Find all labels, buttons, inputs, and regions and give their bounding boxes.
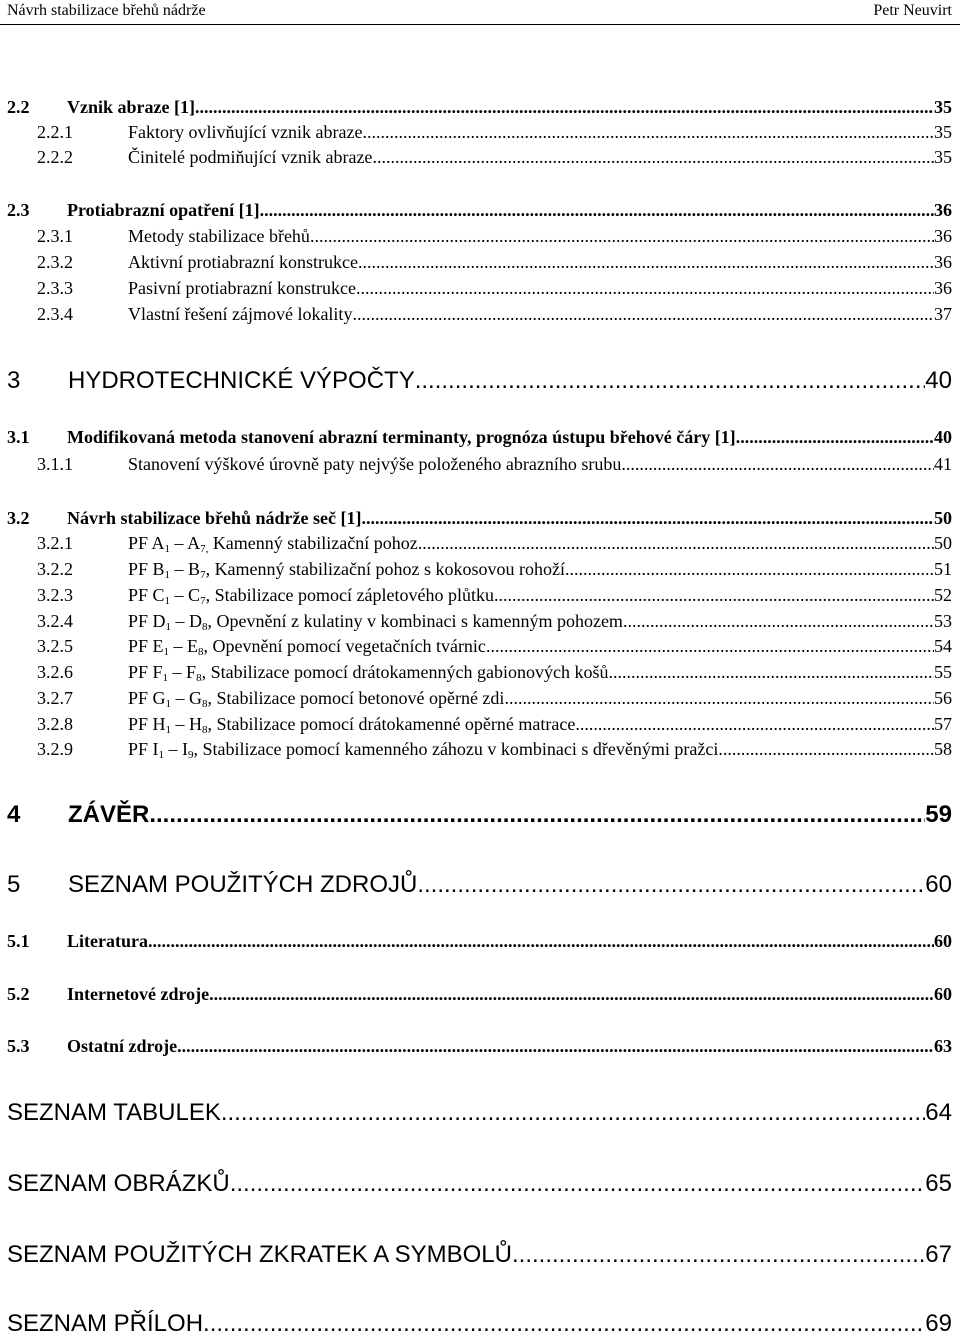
toc-number: 3.2.7 <box>37 688 73 708</box>
toc-title: Vlastní řešení zájmové lokality <box>128 304 353 324</box>
toc-title: Vznik abraze [1] <box>67 97 195 117</box>
toc-entry[interactable] <box>0 367 952 395</box>
toc-leader <box>608 662 934 683</box>
toc-title: PF $G_1 - G_8$, Stabilizace pomocí betonové opěrné zdi <box>128 688 505 710</box>
toc-number: 3.2.4 <box>37 611 73 631</box>
toc-entry[interactable] <box>0 739 952 760</box>
toc-leader <box>195 97 934 118</box>
toc-page: 53 <box>934 611 952 631</box>
toc-page: 40 <box>934 427 952 447</box>
toc-entry[interactable] <box>0 278 952 299</box>
toc-entry[interactable] <box>0 1099 952 1127</box>
toc-page: 59 <box>925 801 952 828</box>
toc-leader <box>352 304 934 325</box>
toc-leader <box>623 611 934 632</box>
toc-leader <box>209 984 934 1005</box>
toc-page: 55 <box>934 662 952 682</box>
toc-title: SEZNAM OBRÁZKŮ <box>7 1170 230 1197</box>
toc-entry[interactable] <box>0 427 952 448</box>
toc-page: 54 <box>934 636 952 656</box>
toc-title: SEZNAM POUŽITÝCH ZDROJŮ <box>68 871 418 898</box>
toc-leader <box>149 801 925 829</box>
toc-page: 35 <box>934 122 952 142</box>
toc-page: 65 <box>925 1170 952 1197</box>
toc-title: Aktivní protiabrazní konstrukce <box>128 252 358 272</box>
toc-title: PF $H_1 - H_8$, Stabilizace pomocí drátokamenné opěrné matrace <box>128 714 576 736</box>
toc-page: 60 <box>925 871 952 898</box>
toc-page: 52 <box>934 585 952 605</box>
toc-entry[interactable] <box>0 1310 952 1338</box>
toc-leader <box>504 688 934 709</box>
toc-leader <box>310 226 934 247</box>
toc-page: 41 <box>934 454 952 474</box>
toc-leader <box>203 1310 925 1338</box>
toc-page: 36 <box>934 252 952 272</box>
toc-leader <box>356 278 934 299</box>
toc-leader <box>358 252 934 273</box>
toc-leader <box>372 147 934 168</box>
toc-number: 3.2.6 <box>37 662 73 682</box>
toc-page: 36 <box>934 278 952 298</box>
toc-number: 5 <box>7 871 21 898</box>
toc-title: Metody stabilizace břehů <box>128 226 310 246</box>
toc-number: 3.2.1 <box>37 533 73 553</box>
toc-leader <box>362 122 934 143</box>
toc-leader <box>736 427 934 448</box>
toc-title: Protiabrazní opatření [1] <box>67 200 260 220</box>
toc-entry[interactable] <box>0 1036 952 1057</box>
toc-page: 56 <box>934 688 952 708</box>
header-author: Petr Neuvirt <box>873 2 952 19</box>
toc-entry[interactable] <box>0 871 952 899</box>
toc-entry[interactable] <box>0 97 952 118</box>
toc-number: 2.2.1 <box>37 122 73 142</box>
toc-title: PF $I_1 - I_9$, Stabilizace pomocí kamenného záhozu v kombinaci s dřevěnými pražci <box>128 739 719 761</box>
toc-page: 51 <box>934 559 952 579</box>
header-title: Návrh stabilizace břehů nádrže <box>7 2 206 19</box>
toc-entry[interactable] <box>0 252 952 273</box>
toc-leader <box>260 200 934 221</box>
toc-leader <box>621 454 934 475</box>
toc-title: PF $C_1 - C_7$, Stabilizace pomocí zápletového plůtku <box>128 585 494 607</box>
toc-number: 3.2.9 <box>37 739 73 759</box>
toc-title: Faktory ovlivňující vznik abraze <box>128 122 363 142</box>
toc-page: 36 <box>934 200 952 220</box>
toc-page: 69 <box>925 1310 952 1337</box>
page-header <box>0 0 960 25</box>
toc-leader <box>718 739 934 760</box>
toc-title: Literatura <box>67 931 148 951</box>
toc-title: PF $D_1 - D_8$, Opevnění z kulatiny v kombinaci s kamenným pohozem <box>128 611 623 633</box>
toc-title: PF $B_1 - B_7$, Kamenný stabilizační pohoz s kokosovou rohoží <box>128 559 565 581</box>
toc-number: 3.2 <box>7 508 30 528</box>
toc-title: Činitelé podmiňující vznik abraze <box>128 147 373 167</box>
toc-page: 50 <box>934 508 952 528</box>
toc-number: 2.2 <box>7 97 30 117</box>
toc-page: 36 <box>934 226 952 246</box>
toc-page: 60 <box>934 984 952 1004</box>
toc-title: Návrh stabilizace břehů nádrže seč [1] <box>67 508 362 528</box>
toc-entry[interactable] <box>0 533 952 554</box>
toc-number: 2.3.4 <box>37 304 73 324</box>
toc-title: Stanovení výškové úrovně paty nejvýše položeného abrazního srubu <box>128 454 622 474</box>
toc-leader <box>575 714 934 735</box>
toc-number: 3.2.3 <box>37 585 73 605</box>
toc-page: 40 <box>925 367 952 394</box>
toc-number: 3.2.5 <box>37 636 73 656</box>
toc-entry[interactable] <box>0 122 952 143</box>
toc-page: 35 <box>934 97 952 117</box>
toc-page: 58 <box>934 739 952 759</box>
toc-number: 3.1 <box>7 427 30 447</box>
toc-entry[interactable] <box>0 688 952 709</box>
toc-number: 5.2 <box>7 984 30 1004</box>
toc-entry[interactable] <box>0 454 952 475</box>
toc-leader <box>494 585 934 606</box>
toc-page: 35 <box>934 147 952 167</box>
toc-entry[interactable] <box>0 200 952 221</box>
toc-entry[interactable] <box>0 304 952 325</box>
toc-title: SEZNAM POUŽITÝCH ZKRATEK A SYMBOLŮ <box>7 1241 512 1268</box>
toc-page: 67 <box>925 1241 952 1268</box>
toc-title: SEZNAM TABULEK <box>7 1099 221 1126</box>
toc-leader <box>565 559 934 580</box>
toc-number: 5.1 <box>7 931 30 951</box>
toc-title: PF $F_1 - F_8$, Stabilizace pomocí drátokamenných gabionových košů <box>128 662 609 684</box>
toc-number: 2.2.2 <box>37 147 73 167</box>
toc-entry[interactable] <box>0 984 952 1005</box>
toc-leader <box>512 1241 925 1269</box>
toc-leader <box>177 1036 934 1057</box>
toc-number: 3.2.8 <box>37 714 73 734</box>
toc-title: Internetové zdroje <box>67 984 210 1004</box>
toc-entry[interactable] <box>0 559 952 580</box>
toc-leader <box>417 871 925 899</box>
toc-entry[interactable] <box>0 662 952 683</box>
toc-entry[interactable] <box>0 508 952 529</box>
toc-leader <box>418 533 934 554</box>
toc-title: SEZNAM PŘÍLOH <box>7 1310 204 1337</box>
toc-title: Pasivní protiabrazní konstrukce <box>128 278 356 298</box>
toc-number: 5.3 <box>7 1036 30 1056</box>
toc-entry[interactable] <box>0 714 952 735</box>
toc-leader <box>148 931 934 952</box>
toc-page: 64 <box>925 1099 952 1126</box>
toc-entry[interactable] <box>0 147 952 168</box>
toc-number: 2.3 <box>7 200 30 220</box>
toc-title: Modifikovaná metoda stanovení abrazní terminanty, prognóza ústupu břehové čáry [1] <box>67 427 736 447</box>
toc-page: 50 <box>934 533 952 553</box>
toc-title: Ostatní zdroje <box>67 1036 178 1056</box>
toc-entry[interactable] <box>0 585 952 606</box>
toc-entry[interactable] <box>0 801 952 829</box>
toc-number: 4 <box>7 801 21 828</box>
toc-leader <box>486 636 934 657</box>
toc-title: PF $E_1 - E_8$, Opevnění pomocí vegetačních tvárnic <box>128 636 486 658</box>
toc-page: 57 <box>934 714 952 734</box>
toc-entry[interactable] <box>0 931 952 952</box>
toc-entry[interactable] <box>0 1170 952 1198</box>
toc-leader <box>415 367 926 395</box>
toc-number: 2.3.1 <box>37 226 73 246</box>
toc-title: ZÁVĚR <box>68 801 150 828</box>
toc-title: HYDROTECHNICKÉ VÝPOČTY <box>68 367 415 394</box>
toc-page: 63 <box>934 1036 952 1056</box>
toc-entry[interactable] <box>0 226 952 247</box>
toc-entry[interactable] <box>0 611 952 632</box>
toc-page: 37 <box>934 304 952 324</box>
toc-number: 3.2.2 <box>37 559 73 579</box>
toc-leader <box>230 1170 926 1198</box>
toc-number: 3 <box>7 367 21 394</box>
toc-title: PF $A_1 - A_{7,}$ Kamenný stabilizační pohoz <box>128 533 418 555</box>
toc-number: 2.3.3 <box>37 278 73 298</box>
toc-number: 2.3.2 <box>37 252 73 272</box>
toc-leader <box>221 1099 925 1127</box>
toc-number: 3.1.1 <box>37 454 73 474</box>
toc-leader <box>361 508 934 529</box>
toc-entry[interactable] <box>0 636 952 657</box>
toc-page: 60 <box>934 931 952 951</box>
toc-entry[interactable] <box>0 1241 952 1269</box>
